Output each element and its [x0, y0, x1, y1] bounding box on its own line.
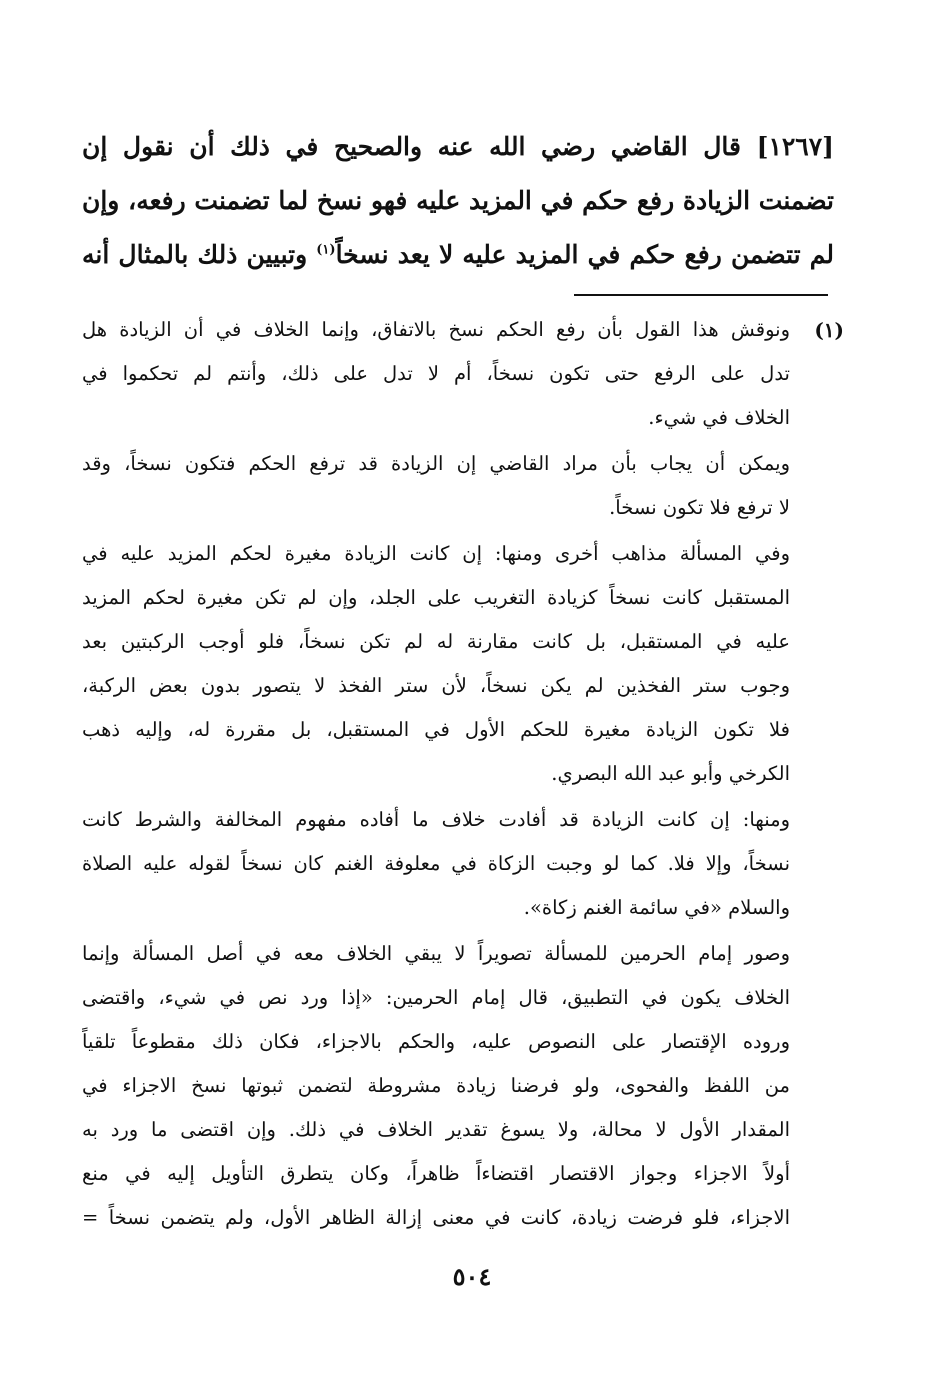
footnote-line: الخلاف يكون في التطبيق، قال إمام الحرمين: «إذا ورد نص في شيء، واقتضى — [82, 986, 790, 1009]
footnote-line: ومنها: إن كانت الزيادة قد أفادت خلاف ما أفاده مفهوم المخالفة والشرط كانت — [82, 808, 790, 831]
footnote-line: وفي المسألة مذاهب أخرى ومنها: إن كانت الزيادة مغيرة لحكم المزيد عليه في — [82, 542, 790, 565]
footnote-marker: (١) — [814, 318, 844, 342]
footnote-line: المستقبل كانت نسخاً كزيادة التغريب على الجلد، وإن لم تكن مغيرة لحكم المزيد — [82, 586, 790, 609]
footnote-line: المقدار الأول لا محالة، ولا يسوغ تقدير الخلاف في ذلك. وإن اقتضى ما ورد به — [82, 1118, 790, 1141]
footnote-separator — [574, 294, 828, 296]
footnote-paragraph — [82, 308, 790, 440]
footnote-line: ويمكن أن يجاب بأن مراد القاضي إن الزيادة قد ترفع الحكم فتكون نسخاً، وقد — [82, 452, 790, 475]
footnote-line: وروده الإقتصار على النصوص عليه، والحكم بالاجزاء، فكان ذلك مقطوعاً تلقياً — [82, 1030, 790, 1053]
footnote-line: نسخاً، وإلا فلا. كما لو وجبت الزكاة في معلوفة الغنم كان نسخاً لقوله عليه الصلاة — [82, 852, 790, 875]
footnote-line: عليه في المستقبل، بل كانت مقارنة له لم تكن نسخاً، فلو أوجب الركبتين بعد — [82, 630, 790, 653]
main-text-segment: لم تتضمن رفع حكم في المزيد عليه لا يعد نسخاً — [335, 240, 834, 269]
footnote-line: أولاً الاجزاء وجواز الاقتصار اقتضاءاً ظاهراً، وكان يتطرق التأويل إليه في منع — [82, 1162, 790, 1185]
footnote-paragraph — [82, 442, 790, 530]
main-text-segment: وتبيين ذلك بالمثال أنه — [82, 240, 308, 269]
footnote-body — [82, 308, 840, 1240]
footnote-line: الاجزاء، فلو فرضت زيادة، كانت في معنى إزالة الظاهر الأول، ولم يتضمن نسخاً = — [82, 1206, 790, 1229]
footnote-line: لا ترفع فلا تكون نسخاً. — [609, 496, 790, 519]
footnote-line: والسلام «في سائمة الغنم زكاة». — [523, 896, 790, 919]
footnote-line: ونوقش هذا القول بأن رفع الحكم نسخ بالاتفاق، وإنما الخلاف في أن الزيادة هل — [82, 318, 790, 341]
page-number: ٥٠٤ — [452, 1262, 492, 1291]
footnote-paragraph — [82, 798, 790, 930]
footnote-line: وجوب ستر الفخذين لم يكن نسخاً، لأن ستر الفخذ لا يتصور بدون بعض الركبة، — [82, 674, 790, 697]
footnote-paragraph — [82, 532, 790, 796]
footnote-line: من اللفظ والفحوى، ولو فرضنا زيادة مشروطة لتضمن ثبوتها نسخ الاجزاء في — [82, 1074, 790, 1097]
main-text-line — [82, 228, 834, 282]
footnote-line: فلا تكون الزيادة مغيرة للحكم الأول في المستقبل، بل مقررة له، وإليه ذهب — [82, 718, 790, 741]
footnote-line: الخلاف في شيء. — [648, 406, 790, 429]
footnote-paragraph — [82, 932, 790, 1240]
main-text-line: [١٢٦٧] قال القاضي رضي الله عنه والصحيح في ذلك أن نقول إن — [82, 132, 834, 161]
footnotes — [82, 308, 844, 1240]
footnote-1 — [82, 308, 844, 1240]
main-text — [82, 120, 834, 282]
footnote-line: الكرخي وأبو عبد الله البصري. — [551, 762, 790, 785]
footnote-reference[interactable]: (١) — [316, 242, 336, 258]
main-text-line: تضمنت الزيادة رفع حكم في المزيد عليه فهو نسخ لما تضمنت رفعه، وإن — [82, 186, 834, 215]
footnote-line: تدل على الرفع حتى تكون نسخاً، أم لا تدل على ذلك، وأنتم لم تحكموا في — [82, 362, 790, 385]
footnote-line: وصور إمام الحرمين للمسألة تصويراً لا يبقي الخلاف معه في أصل المسألة وإنما — [82, 942, 790, 965]
